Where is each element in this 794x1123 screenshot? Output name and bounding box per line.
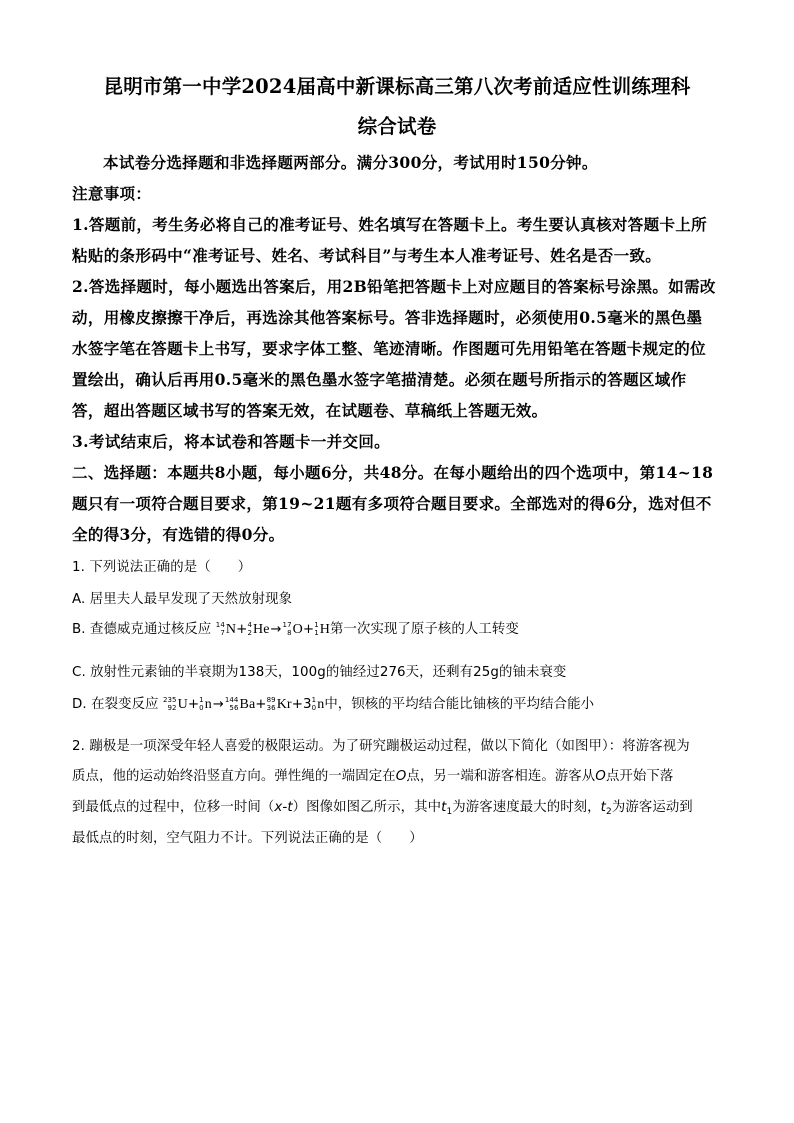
neutron-isotope-numbers-2: 1 0 xyxy=(311,696,317,712)
section-instructions-line-c: 全的得3分，有选错的得0分。 xyxy=(72,525,285,544)
time-t2-label: t xyxy=(600,800,607,815)
note-2-line-e: 答，超出答题区域书写的答案无效，在试题卷、草稿纸上答题无效。 xyxy=(72,401,548,420)
section-instructions-line-a: 二、选择题：本题共8小题，每小题6分，共48分。在每小题给出的四个选项中，第14~18 xyxy=(72,463,714,482)
question-1-stem: 1. 下列说法正确的是（ ） xyxy=(72,560,252,575)
helium-isotope-numbers: 4 2 xyxy=(247,621,252,637)
hydrogen-symbol: H xyxy=(319,622,330,637)
plus-three: +3 xyxy=(291,697,312,712)
helium-symbol: He xyxy=(253,622,270,637)
option-b-suffix: 第一次实现了原子核的人工转变 xyxy=(329,622,519,637)
q2-text-segment: 到最低点的过程中，位移一时间（ xyxy=(72,800,275,815)
barium-isotope-numbers: 144 56 xyxy=(224,696,239,712)
point-o-label: O xyxy=(395,769,407,784)
note-1-line-b: 粘贴的条形码中“准考证号、姓名、考试科目”与考生本人准考证号、姓名是否一致。 xyxy=(72,246,662,265)
intro-text: 本试卷分选择题和非选择题两部分。满分300分，考试用时150分钟。 xyxy=(103,153,598,172)
question-1-option-a: A. 居里夫人最早发现了天然放射现象 xyxy=(72,592,293,607)
question-2-line-4: 最低点的时刻，空气阻力不计。下列说法正确的是（ ） xyxy=(72,831,423,846)
q2-text-segment: 点，另一端和游客相连。游客从 xyxy=(406,769,596,784)
question-2-line-2 xyxy=(72,765,724,784)
nitrogen-isotope-numbers: 14 7 xyxy=(215,621,225,637)
exam-title-line2: 综合试卷 xyxy=(357,115,437,138)
krypton-isotope-numbers: 89 36 xyxy=(266,696,276,712)
note-2-line-b: 动，用橡皮擦擦干净后，再选涂其他答案标号。答非选择题时，必须使用0.5毫米的黑色墨 xyxy=(72,308,703,327)
neutron-symbol: n xyxy=(204,697,212,712)
point-o-label: O xyxy=(595,769,606,784)
option-b-prefix: B. 查德威克通过核反应 xyxy=(72,622,212,637)
q2-text-segment: 质点，他的运动始终沿竖直方向。弹性绳的一端固定在 xyxy=(72,769,396,784)
plus-sign: + xyxy=(236,622,248,637)
section-instructions-line-b: 题只有一项符合题目要求，第19~21题有多项符合题目要求。全部选对的得6分，选对但不 xyxy=(72,494,712,513)
nitrogen-symbol: N xyxy=(225,622,237,637)
neutron-symbol-2: n xyxy=(317,697,325,712)
plus-sign: + xyxy=(255,697,267,712)
reaction-arrow: → xyxy=(270,622,282,637)
xt-graph-label: x-t xyxy=(274,800,293,815)
uranium-isotope-numbers: 235 92 xyxy=(162,696,177,712)
option-d-prefix: D. 在裂变反应 xyxy=(72,697,159,712)
time-t1-label: t xyxy=(441,800,447,815)
exam-title-line1: 昆明市第一中学2024届高中新课标高三第八次考前适应性训练理科 xyxy=(103,75,691,98)
note-2-line-a: 2.答选择题时，每小题选出答案后，用2B铅笔把答题卡上对应题目的答案标号涂黑。如需改 xyxy=(72,277,716,296)
uranium-symbol: U xyxy=(177,697,188,712)
question-2-line-1: 2. 蹦极是一项深受年轻人喜爱的极限运动。为了研究蹦极运动过程，做以下简化（如图甲）：将游客视为 xyxy=(72,739,690,754)
reaction-arrow: → xyxy=(212,697,224,712)
hydrogen-isotope-numbers: 1 1 xyxy=(314,621,319,637)
q2-text-segment: ）图像如图乙所示，其中 xyxy=(292,800,442,815)
time-t1-subscript: 1 xyxy=(446,807,453,817)
note-1-line-a: 1.答题前，考生务必将自己的准考证号、姓名填写在答题卡上。考生要认真核对答题卡上所 xyxy=(72,215,708,234)
question-2-line-3 xyxy=(72,796,724,817)
time-t2-subscript: 2 xyxy=(606,807,612,817)
question-1-option-c: C. 放射性元素铀的半衰期为138天，100g的铀经过276天，还剩有25g的铀未衰变 xyxy=(72,665,567,680)
note-3: 3.考试结束后，将本试卷和答题卡一并交回。 xyxy=(72,432,391,451)
note-2-line-c: 水签字笔在答题卡上书写，要求字体工整、笔迹清晰。作图题可先用铅笔在答题卡规定的位 xyxy=(72,339,707,358)
option-d-suffix: 中，钡核的平均结合能比铀核的平均结合能小 xyxy=(324,697,595,712)
krypton-symbol: Kr xyxy=(276,697,292,712)
notes-heading: 注意事项： xyxy=(72,184,152,203)
question-1-option-b xyxy=(72,618,724,638)
oxygen-symbol: O xyxy=(292,622,303,637)
plus-sign: + xyxy=(187,697,200,712)
q2-text-segment: 为游客运动到 xyxy=(611,800,693,815)
oxygen-isotope-numbers: 17 8 xyxy=(282,621,292,637)
q2-text-segment: 点开始下落 xyxy=(605,769,674,784)
barium-symbol: Ba xyxy=(239,697,256,712)
neutron-isotope-numbers: 1 0 xyxy=(199,696,204,712)
q2-text-segment: 为游客速度最大的时刻， xyxy=(452,800,601,815)
question-1-option-d xyxy=(72,693,724,713)
plus-sign: + xyxy=(302,622,315,637)
note-2-line-d: 置绘出，确认后再用0.5毫米的黑色墨水签字笔描清楚。必须在题号所指示的答题区域作 xyxy=(72,370,687,389)
